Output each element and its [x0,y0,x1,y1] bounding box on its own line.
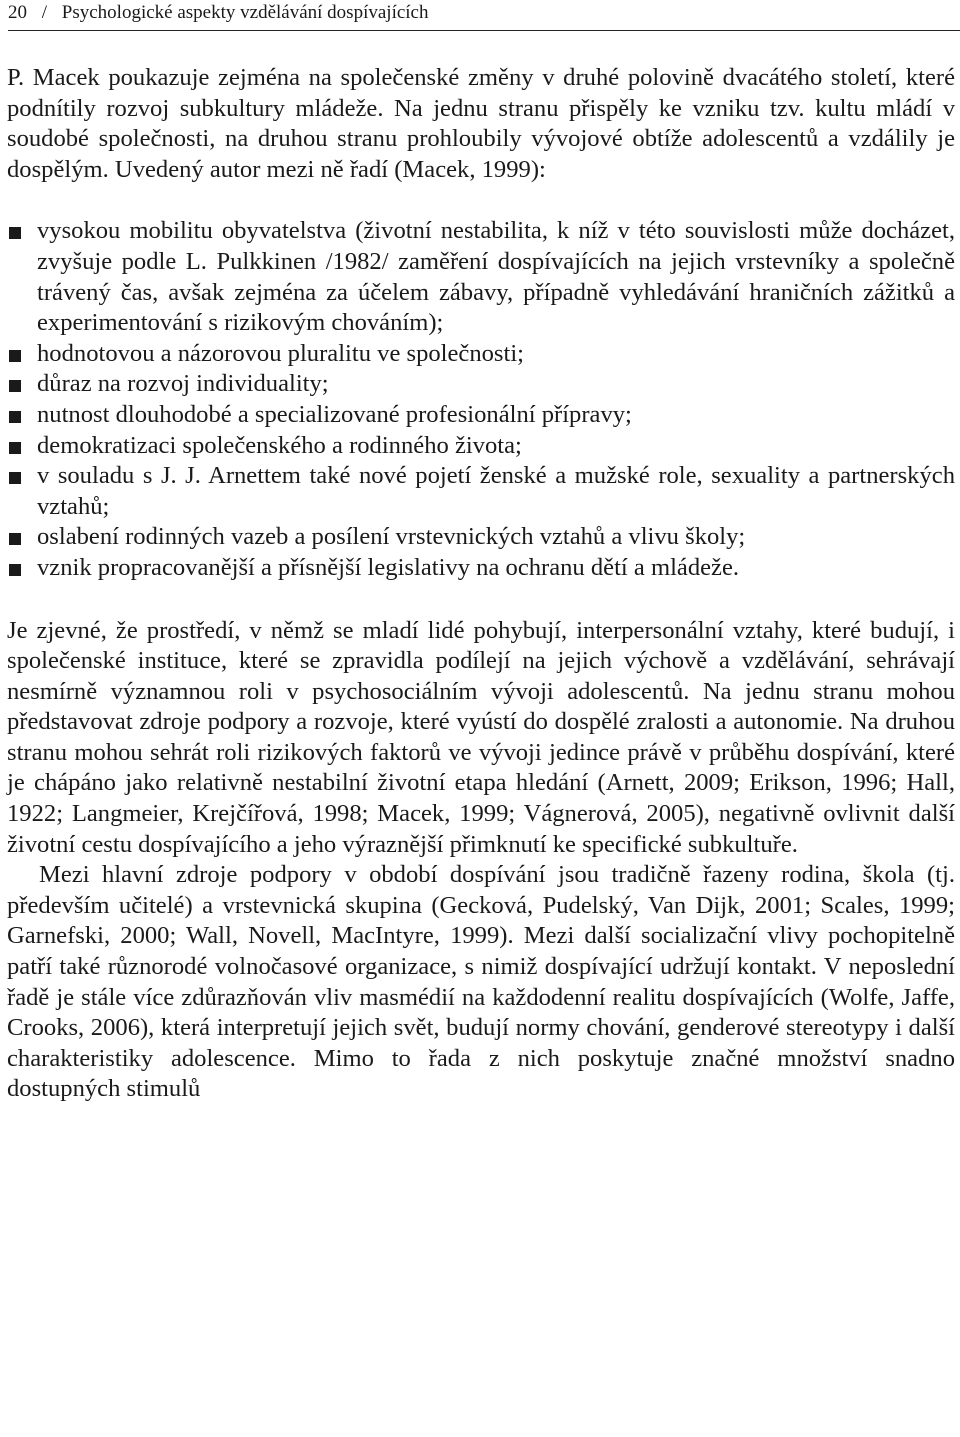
list-item-text: nutnost dlouhodobé a specializované profesionální přípravy; [37,400,632,428]
bullet-list [7,216,955,583]
list-item-text: vznik propracovanější a přísnější legislativy na ochranu dětí a mládeže. [37,553,740,581]
page-body [7,63,955,1105]
list-item-text: hodnotovou a názorovou pluralitu ve společnosti; [37,339,524,367]
running-title: Psychologické aspekty vzdělávání dospívajících [61,2,429,23]
list-item [7,369,955,400]
list-item [7,522,955,553]
square-bullet-icon [9,227,21,239]
square-bullet-icon [9,442,21,454]
header-separator: / [41,2,48,23]
list-item-text: důraz na rozvoj individuality; [37,370,329,398]
list-item [7,216,955,338]
body-paragraph: Mezi hlavní zdroje podpory v období dospívání jsou tradičně řazeny rodina, škola (tj. především učitelé) a vrstevnická skupina (Gecková, Pudelský, Van Dijk, 2001; Scales, 1999; Garnefski, 2000; Wall, Novell, MacIntyre, 1999). Mezi další socializační vlivy pochopitelně patří také různorodé volnočasové organizace, s nimiž dospívající udržují kontakt. V neposlední řadě je stále více zdůrazňován vliv masmédií na každodenní realitu dospívajících (Wolfe, Jaffe, Crooks, 2006), která interpretují jejich svět, budují normy chování, genderové stereotypy i další charakteristiky adolescence. Mimo to řada z nich poskytuje značné množství snadno dostupných stimulů [7,861,955,1103]
list-item-text: oslabení rodinných vazeb a posílení vrstevnických vztahů a vlivu školy; [37,523,746,551]
square-bullet-icon [9,472,21,484]
list-item [7,400,955,431]
list-item [7,339,955,370]
square-bullet-icon [9,350,21,362]
list-item [7,553,955,584]
list-item-text: v souladu s J. J. Arnettem také nové pojetí ženské a mužské role, sexuality a partnerských vztahů; [37,462,955,520]
page-number: 20 [8,2,27,23]
list-item-text: vysokou mobilitu obyvatelstva (životní nestabilita, k níž v této souvislosti může docházet, zvyšuje podle L. Pulkkinen /1982/ zaměření dospívajících na jejich vrstevníky a společně trávený čas, avšak zejména za účelem zábavy, případně vyhledávání hraničních zážitků a experimentování s rizikovým chováním); [37,217,955,337]
square-bullet-icon [9,380,21,392]
list-item [7,461,955,522]
square-bullet-icon [9,533,21,545]
body-paragraph: Je zjevné, že prostředí, v němž se mladí lidé pohybují, interpersonální vztahy, které budují, i společenské instituce, které se zpravidla podílejí na jejich výchově a vzdělávání, sehrávají nesmírně významnou roli v psychosociálním vývoji adolescentů. Na jednu stranu mohou představovat zdroje podpory a rozvoje, které vyústí do dospělé zralosti a autonomie. Na druhou stranu mohou sehrát roli rizikových faktorů ve vývoji jedince právě v průběhu dospívání, které je chápáno jako relativně nestabilní životní etapa hledání (Arnett, 2009; Erikson, 1996; Hall, 1922; Langmeier, Krejčířová, 1998; Macek, 1999; Vágnerová, 2005), negativně ovlivnit další životní cestu dospívajícího a jeho výraznější přimknutí ke specifické subkultuře. [7,616,955,858]
list-item [7,431,955,462]
running-header [8,0,960,31]
intro-paragraph: P. Macek poukazuje zejména na společenské změny v druhé polovině dvacátého století, které podnítily rozvoj subkultury mládeže. Na jednu stranu přispěly ke vzniku tzv. kultu mládí v soudobé společnosti, na druhou stranu prohloubily vývojové obtíže adolescentů a vzdálily je dospělým. Uvedený autor mezi ně řadí (Macek, 1999): [7,64,955,183]
square-bullet-icon [9,564,21,576]
list-item-text: demokratizaci společenského a rodinného života; [37,431,522,459]
square-bullet-icon [9,411,21,423]
